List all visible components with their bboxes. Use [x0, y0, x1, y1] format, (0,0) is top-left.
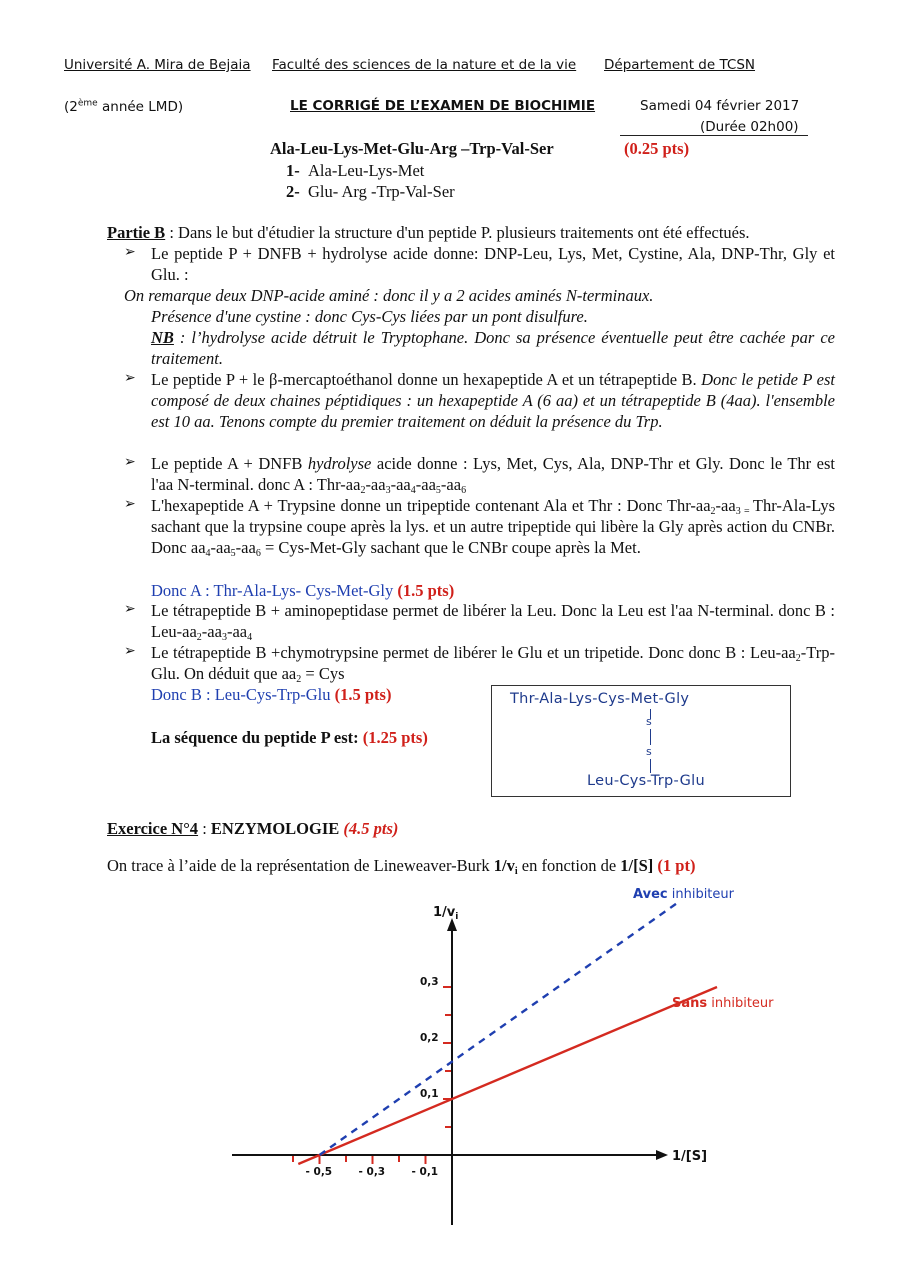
- arrow-bullet-icon: ➢: [124, 455, 136, 470]
- sulfur-atom-1: s: [646, 715, 652, 728]
- sequence-points: (0.25 pts): [624, 139, 690, 158]
- sans-inhibiteur-line: [298, 987, 717, 1164]
- year-level: (2ème année LMD): [64, 98, 184, 115]
- peptide-sequence: Ala-Leu-Lys-Met-Glu-Arg –Trp-Val-Ser: [270, 139, 554, 158]
- arrow-bullet-icon: ➢: [124, 602, 136, 617]
- remark-2: Présence d'une cystine : donc Cys-Cys liées par un pont disulfure.: [151, 307, 588, 326]
- remark-nb: NB : l’hydrolyse acide détruit le Tryptophane. Donc sa présence éventuelle peut être cachée par ce traitement.: [151, 328, 835, 368]
- partB-step-1: Le peptide P + DNFB + hydrolyse acide donne: DNP-Leu, Lys, Met, Cystine, Ala, DNP-Thr, Gly et Glu. :: [151, 244, 835, 284]
- department-name: Département de TCSN: [604, 57, 756, 73]
- chain-B-label: Leu-Cys-Trp-Glu: [587, 773, 705, 789]
- arrow-bullet-icon: ➢: [124, 497, 136, 512]
- avec-inhibiteur-line: [320, 903, 678, 1155]
- partB-step-4: L'hexapeptide A + Trypsine donne un tripeptide contenant Ala et Thr : Donc Thr-$aa_2-aa_3$ $_=$ Thr-Ala-Lys sachant que la trypsine coupe après la lys. et un autre tripeptide qui libère la Gly après action du CNBr. Donc $aa_4-aa_5-aa_6 = Cys-Met-Gly$ sachant que le CNBr coupe après la Met.: [151, 496, 836, 559]
- x-axis-label: 1/[S]: [672, 1149, 708, 1164]
- x-tick-label: - 0,1: [411, 1166, 439, 1178]
- arrow-bullet-icon: ➢: [124, 644, 136, 659]
- exam-date: Samedi 04 février 2017: [640, 98, 800, 114]
- fragment-2: 2- Glu- Arg -Trp-Val-Ser: [286, 182, 455, 201]
- remark-1: On remarque deux DNP-acide aminé : donc il y a 2 acides aminés N-terminaux.: [124, 286, 654, 305]
- arrow-bullet-icon: ➢: [124, 245, 136, 260]
- y-tick-label: 0,2: [420, 1032, 439, 1044]
- university-name: Université A. Mira de Bejaia: [64, 57, 251, 73]
- peptide-P-sequence: La séquence du peptide P est: (1.25 pts): [151, 728, 428, 747]
- exercise-heading: Exercice N°4 : ENZYMOLOGIE (4.5 pts): [107, 819, 399, 838]
- sulfur-atom-2: s: [646, 745, 652, 758]
- arrow-bullet-icon: ➢: [124, 371, 136, 386]
- y-tick-label: 0,1: [420, 1088, 439, 1100]
- lineweaver-burk-chart: [0, 875, 906, 1280]
- faculty-name: Faculté des sciences de la nature et de la vie: [272, 57, 577, 73]
- y-axis-label: $1/v_i$: [433, 905, 459, 922]
- exam-duration: (Durée 02h00): [700, 119, 799, 135]
- y-axis-label-subscript: i: [455, 912, 459, 922]
- series-label-bold: Avec: [633, 887, 668, 902]
- partB-intro: Partie B : Dans le but d'étudier la structure d'un peptide P. plusieurs traitements ont été effectués.: [107, 223, 750, 242]
- avec-inhibiteur-label: [633, 887, 735, 902]
- bond-line: [650, 759, 651, 773]
- series-label-bold: Sans: [672, 996, 708, 1011]
- partB-step-6: Le tétrapeptide B +chymotrypsine permet de libérer le Glu et un tripetide. Donc donc B : Leu-$aa_2-Trp$-Glu. On déduit que $aa_2$ = Cys: [151, 643, 835, 685]
- exam-title: LE CORRIGÉ DE L’EXAMEN DE BIOCHIMIE: [290, 98, 596, 114]
- chain-A-label: Thr-Ala-Lys-Cys-Met-Gly: [510, 691, 690, 707]
- fragment-1: 1- Ala-Leu-Lys-Met: [286, 161, 425, 180]
- x-tick-label: - 0,5: [305, 1166, 333, 1178]
- partB-step-3: Le peptide A + DNFB hydrolyse acide donne : Lys, Met, Cys, Ala, DNP-Thr et Gly. Donc le Thr est l'aa N-terminal. donc A : Thr-$aa_2-aa_3-aa_4-aa_5-aa_6$: [151, 454, 835, 496]
- disulfide-bond-line: [650, 729, 651, 745]
- series-label-rest: inhibiteur: [707, 996, 774, 1011]
- header-rule: [620, 135, 808, 136]
- partB-step-5: Le tétrapeptide B + aminopeptidase permet de libérer la Leu. Donc la Leu est l'aa N-terminal. donc B : Leu-$aa_2-aa_3-aa_4$: [151, 601, 835, 643]
- series-label-rest: inhibiteur: [667, 887, 734, 902]
- exercise-description: On trace à l’aide de la représentation de Lineweaver-Burk $1/v_i$ en fonction de 1/[S] (1 pt): [107, 856, 696, 877]
- partB-step-2: Le peptide P + le β-mercaptoéthanol donne un hexapeptide A et un tétrapeptide B. Donc le petide P est composé de deux chaines péptidiques : un hexapeptide A (6 aa) et un tétrapeptide B (4aa). l'ensemble est 10 aa. Tenons compte du premier traitement on déduit la présence du Trp.: [151, 370, 835, 431]
- x-tick-label: - 0,3: [358, 1166, 386, 1178]
- conclusion-B: Donc B : Leu-Cys-Trp-Glu (1.5 pts): [151, 685, 392, 704]
- sans-inhibiteur-label: [672, 996, 774, 1011]
- x-axis-arrowhead: [656, 1150, 668, 1160]
- conclusion-A: Donc A : Thr-Ala-Lys- Cys-Met-Gly (1.5 pts): [151, 581, 455, 600]
- y-tick-label: 0,3: [420, 976, 439, 988]
